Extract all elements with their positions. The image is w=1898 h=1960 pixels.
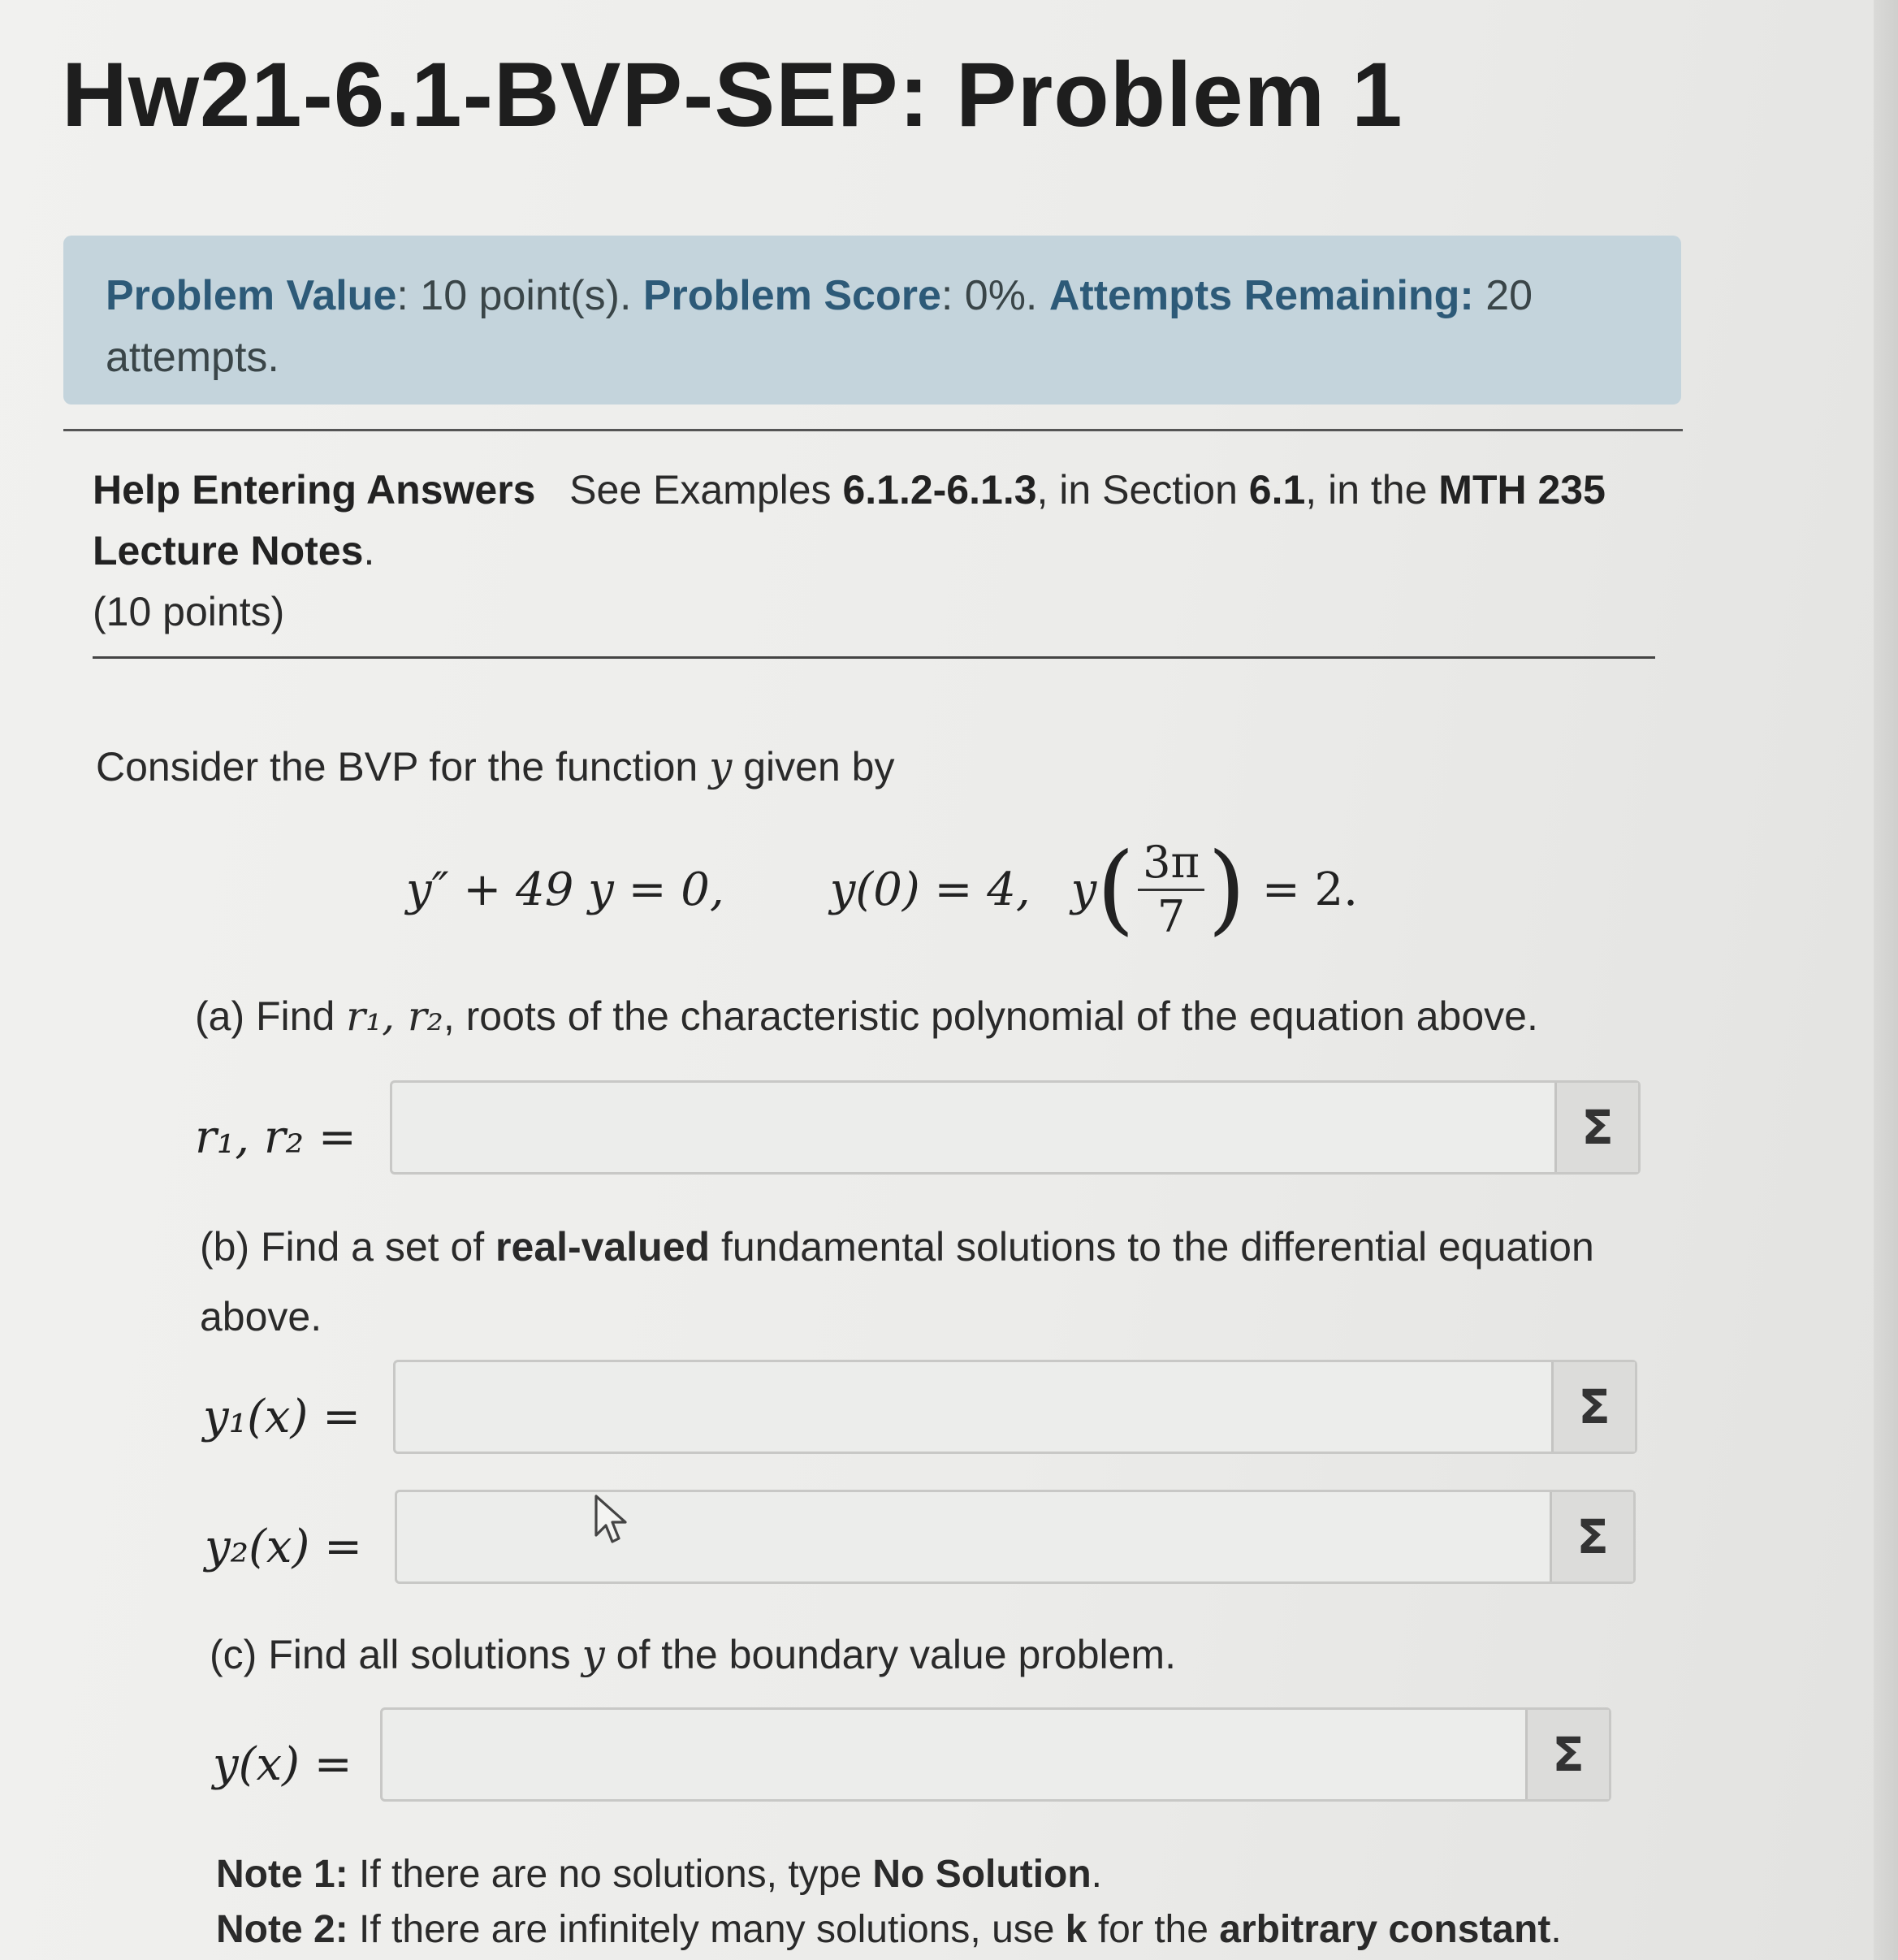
y1-equation-editor-button[interactable]: [1551, 1362, 1635, 1452]
part-c-var: y: [582, 1631, 605, 1678]
note-2-mid: for the: [1087, 1908, 1220, 1951]
help-see-text: See Examples: [569, 467, 843, 513]
sigma-icon: Σ: [1581, 1100, 1614, 1155]
roots-answer-box: [390, 1080, 1641, 1175]
left-paren: (: [1096, 833, 1135, 945]
boundary-condition-2-rhs: = 2.: [1261, 863, 1358, 916]
intro-text: [96, 743, 894, 790]
divider-bottom: [93, 656, 1655, 659]
help-examples: 6.1.2-6.1.3: [842, 467, 1037, 513]
intro-after: given by: [732, 744, 895, 790]
y1-input[interactable]: [396, 1362, 1554, 1452]
part-b-bold: real-valued: [495, 1224, 711, 1270]
y-solution-input[interactable]: [383, 1710, 1528, 1799]
problem-info-box: [63, 236, 1681, 405]
problem-value: : 10 point(s).: [396, 272, 643, 319]
y2-equation-editor-button[interactable]: [1550, 1492, 1633, 1581]
problem-value-label: Problem Value: [106, 272, 397, 319]
note-1-label: Note 1:: [216, 1853, 348, 1896]
attempts-remaining: 20 attempts.: [106, 272, 1533, 381]
part-a-prefix: (a) Find: [195, 993, 347, 1039]
y1-answer-box: [393, 1360, 1637, 1454]
sigma-icon: Σ: [1552, 1727, 1585, 1782]
part-b-prompt: [200, 1212, 1594, 1352]
part-a-vars: r₁, r₂: [346, 993, 443, 1040]
part-c-suffix: of the boundary value problem.: [604, 1632, 1176, 1677]
right-paren: ): [1207, 833, 1246, 945]
window-edge: [1874, 0, 1898, 1960]
note-2-text: If there are infinitely many solutions, use: [348, 1908, 1066, 1951]
boundary-condition-1: y(0) = 4,: [829, 863, 1031, 916]
y-solution-equation-editor-button[interactable]: [1525, 1710, 1609, 1799]
y-solution-label: y(x) =: [213, 1738, 352, 1791]
divider-top: [63, 429, 1683, 431]
part-c-prompt: [210, 1631, 1176, 1678]
intro-before: Consider the BVP for the function: [96, 744, 710, 790]
y2-input[interactable]: [397, 1492, 1552, 1581]
y2-label: y₂(x) =: [205, 1521, 363, 1573]
help-in-the-text: , in the: [1305, 467, 1439, 513]
note-2: [216, 1907, 1562, 1952]
problem-score-label: Problem Score: [642, 272, 941, 319]
note-2-label: Note 2:: [216, 1908, 348, 1951]
fraction: [1138, 837, 1204, 943]
note-2-end: .: [1550, 1908, 1562, 1951]
page-title: Hw21-6.1-BVP-SEP: Problem 1: [62, 44, 1403, 145]
help-section-number: 6.1: [1248, 467, 1306, 513]
roots-equation-editor-button[interactable]: [1554, 1083, 1638, 1172]
attempts-remaining-label: Attempts Remaining:: [1048, 272, 1474, 319]
help-in-section-text: , in Section: [1036, 467, 1249, 513]
part-a-suffix: , roots of the characteristic polynomial of the equation above.: [443, 993, 1538, 1039]
boundary-condition-2-fn: y: [1070, 863, 1097, 916]
problem-score: : 0%.: [940, 272, 1049, 319]
note-2-k: k: [1065, 1908, 1087, 1951]
help-entering-answers-link[interactable]: Help Entering Answers: [93, 467, 536, 513]
note-1-bold: No Solution: [872, 1853, 1092, 1896]
part-b-prefix: (b) Find a set of: [200, 1224, 496, 1270]
y2-answer-box: [395, 1490, 1636, 1584]
mouse-pointer-icon: [593, 1493, 632, 1545]
fraction-numerator: 3π: [1138, 837, 1204, 891]
ode: y″ + 49 y = 0,: [406, 863, 724, 916]
note-1-end: .: [1091, 1853, 1103, 1896]
part-a-prompt: [195, 993, 1538, 1040]
points-text: (10 points): [93, 589, 285, 634]
roots-input[interactable]: [392, 1083, 1557, 1172]
help-section: [93, 460, 1652, 643]
y-solution-answer-box: [380, 1707, 1611, 1802]
note-1-text: If there are no solutions, type: [348, 1853, 873, 1896]
y1-label: y₁(x) =: [203, 1391, 361, 1443]
part-c-prefix: (c) Find all solutions: [210, 1632, 582, 1677]
part-b-line2: above.: [200, 1294, 322, 1339]
help-lecture-notes: MTH 235 Lecture Notes: [93, 467, 1606, 573]
help-period: .: [363, 528, 375, 573]
sigma-icon: Σ: [1576, 1509, 1609, 1564]
note-1: [216, 1852, 1102, 1897]
sigma-icon: Σ: [1578, 1379, 1610, 1434]
part-b-suffix: fundamental solutions to the differential equation: [710, 1224, 1594, 1270]
note-2-bold: arbitrary constant: [1219, 1908, 1551, 1951]
fraction-denominator: 7: [1157, 890, 1186, 942]
intro-var: y: [709, 743, 733, 790]
roots-label: r₁, r₂ =: [195, 1111, 357, 1164]
bvp-equation: [406, 820, 1358, 958]
